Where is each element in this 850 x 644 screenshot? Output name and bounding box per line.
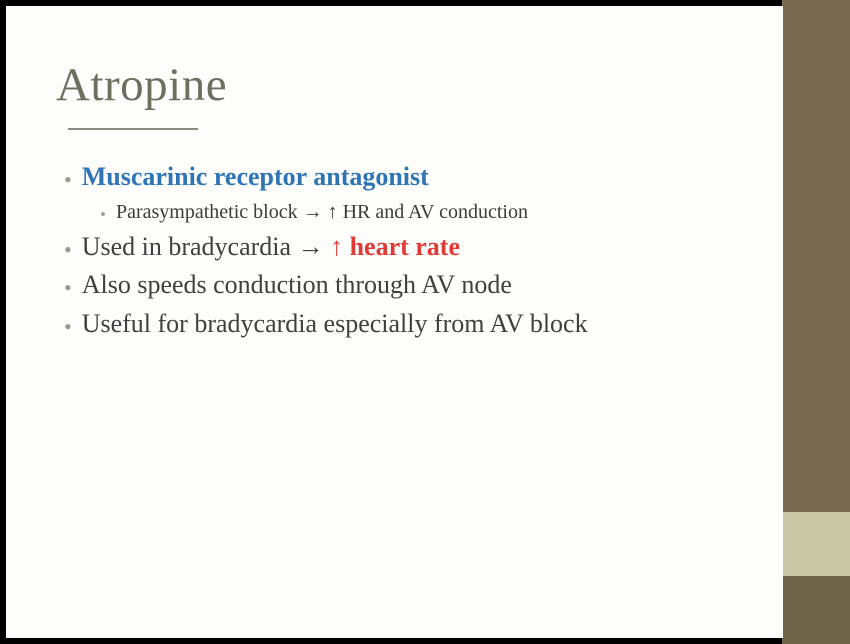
bullet-item <box>64 308 764 341</box>
bullet-text <box>82 161 429 194</box>
bullet-item <box>64 231 764 264</box>
slide-bullet-list <box>64 161 764 346</box>
bullet-text-segment: Useful for bradycardia especially from AV block <box>81 308 588 338</box>
slide-canvas <box>6 6 783 638</box>
slide-title: Atropine <box>56 59 228 111</box>
bullet-dot-icon: • <box>64 236 72 262</box>
bullet-text <box>116 200 528 225</box>
bullet-text-segment: Used in bradycardia <box>81 231 298 261</box>
title-underline-rule <box>68 128 198 130</box>
side-band-segment-top <box>782 0 850 512</box>
bullet-text-segment: Parasympathetic block <box>115 200 303 223</box>
bullet-dot-icon: • <box>64 313 72 339</box>
bullet-item <box>64 269 764 302</box>
bullet-text <box>82 231 460 264</box>
bullet-text <box>82 269 512 302</box>
bullet-dot-icon: • <box>64 167 72 192</box>
bullet-text <box>82 308 588 341</box>
decorative-side-band <box>782 0 850 644</box>
bullet-text-segment: ↑ heart rate <box>323 231 460 261</box>
bullet-item <box>64 161 764 194</box>
side-band-segment-light <box>782 512 850 576</box>
bullet-dot-icon: • <box>64 275 72 300</box>
bullet-dot-icon: • <box>100 204 106 224</box>
bullet-text-segment: → <box>302 200 323 223</box>
bullet-text-segment: → <box>297 231 324 261</box>
side-band-segment-bottom <box>782 576 850 644</box>
bullet-item <box>64 200 764 225</box>
bullet-text-segment: ↑ HR and AV conduction <box>322 200 528 223</box>
bullet-text-segment: Also speeds conduction through AV node <box>81 270 512 299</box>
bullet-text-segment: Muscarinic receptor antagonist <box>81 162 429 191</box>
